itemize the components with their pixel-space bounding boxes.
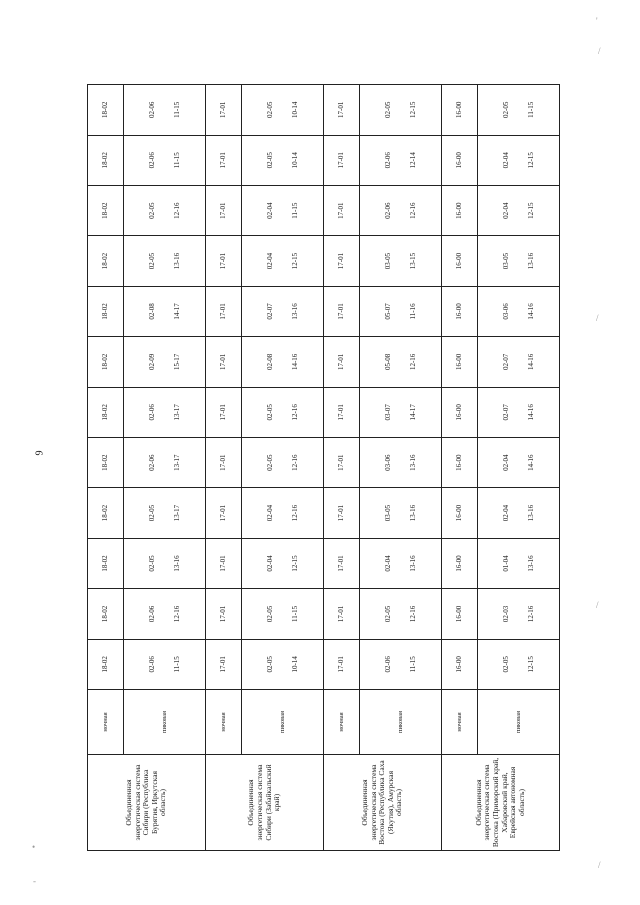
- scan-mark: ': [596, 16, 598, 26]
- peak-hours-morning: 02-06: [148, 656, 157, 673]
- night-hours-cell: 16-00: [442, 437, 478, 487]
- peak-hours-cell: [360, 286, 442, 336]
- table-row: [88, 85, 124, 851]
- peak-hours-morning: 02-05: [266, 656, 275, 673]
- peak-hours-cell: [478, 85, 560, 136]
- night-hours-cell: 17-01: [206, 286, 242, 336]
- night-hours-cell: 17-01: [206, 236, 242, 286]
- peak-hours-morning: 03-05: [502, 252, 511, 270]
- peak-hours-cell: [242, 387, 324, 437]
- peak-hours-afternoon: 12-16: [290, 454, 299, 471]
- peak-hours-morning: 03-05: [384, 504, 393, 522]
- night-hours-cell: 17-01: [324, 437, 360, 487]
- peak-hours-afternoon: 12-14: [408, 152, 417, 169]
- zone-label-peak: пиковая: [478, 690, 560, 755]
- peak-hours-cell: [478, 488, 560, 538]
- peak-hours-morning: 02-06: [148, 101, 157, 118]
- peak-hours-morning: 02-08: [266, 353, 275, 371]
- peak-hours-morning: 02-04: [502, 454, 511, 471]
- scan-mark: •: [32, 842, 36, 852]
- peak-hours-cell: [360, 387, 442, 437]
- peak-hours-morning: 02-07: [266, 303, 275, 320]
- peak-hours-morning: 02-05: [384, 605, 393, 623]
- peak-hours-cell: [360, 488, 442, 538]
- peak-hours-cell: [242, 236, 324, 286]
- peak-hours-afternoon: 12-16: [408, 605, 417, 623]
- peak-hours-afternoon: 15-17: [172, 353, 181, 371]
- peak-hours-morning: 02-05: [266, 101, 275, 118]
- peak-hours-afternoon: 14-17: [408, 404, 417, 421]
- peak-hours-morning: 02-05: [502, 656, 511, 673]
- peak-hours-afternoon: 13-17: [172, 504, 181, 522]
- peak-hours-cell: [478, 236, 560, 286]
- peak-hours-cell: [478, 639, 560, 689]
- peak-hours-afternoon: 13-16: [172, 252, 181, 270]
- night-hours-cell: 17-01: [324, 236, 360, 286]
- peak-hours-cell: [360, 337, 442, 387]
- peak-hours-afternoon: 13-17: [172, 454, 181, 471]
- scan-mark: /: [596, 600, 599, 610]
- scan-mark: -: [33, 876, 36, 886]
- peak-hours-afternoon: 11-15: [172, 656, 181, 673]
- night-hours-cell: 18-02: [88, 589, 124, 639]
- night-hours-cell: 18-02: [88, 135, 124, 185]
- night-hours-cell: 17-01: [206, 639, 242, 689]
- peak-hours-cell: [124, 538, 206, 588]
- peak-hours-cell: [242, 85, 324, 136]
- peak-hours-morning: 01-04: [502, 555, 511, 572]
- peak-hours-morning: 02-06: [148, 454, 157, 471]
- night-hours-cell: 17-01: [324, 286, 360, 336]
- zone-label-night: ночная: [442, 690, 478, 755]
- peak-hours-cell: [124, 185, 206, 235]
- peak-hours-cell: [360, 236, 442, 286]
- zone-label-peak: пиковая: [124, 690, 206, 755]
- zone-label-peak: пиковая: [242, 690, 324, 755]
- peak-hours-afternoon: 12-16: [172, 605, 181, 623]
- peak-hours-afternoon: 14-16: [526, 303, 535, 320]
- peak-hours-cell: [242, 488, 324, 538]
- peak-hours-afternoon: 13-16: [408, 555, 417, 572]
- peak-hours-morning: 02-04: [266, 202, 275, 219]
- peak-hours-morning: 02-04: [266, 555, 275, 572]
- peak-hours-cell: [124, 488, 206, 538]
- system-name-cell: Объединенная энергетическая система Востока (Республика Саха (Якутия), Амурская область): [324, 755, 442, 851]
- peak-hours-afternoon: 13-17: [172, 404, 181, 421]
- night-hours-cell: 18-02: [88, 236, 124, 286]
- peak-hours-afternoon: 11-15: [526, 101, 535, 118]
- night-hours-cell: 17-01: [324, 135, 360, 185]
- peak-hours-cell: [124, 639, 206, 689]
- peak-hours-afternoon: 12-15: [290, 555, 299, 572]
- night-hours-cell: 18-02: [88, 337, 124, 387]
- night-hours-cell: 18-02: [88, 488, 124, 538]
- peak-hours-afternoon: 13-16: [290, 303, 299, 320]
- peak-hours-morning: 02-05: [148, 555, 157, 572]
- night-hours-cell: 17-01: [324, 85, 360, 136]
- night-hours-cell: 17-01: [206, 538, 242, 588]
- peak-hours-morning: 05-07: [384, 303, 393, 320]
- peak-hours-afternoon: 11-15: [408, 656, 417, 673]
- peak-hours-morning: 02-05: [384, 101, 393, 118]
- peak-hours-cell: [242, 437, 324, 487]
- peak-hours-morning: 02-08: [148, 303, 157, 320]
- zone-label-night: ночная: [88, 690, 124, 755]
- scan-mark: /: [596, 313, 599, 323]
- peak-hours-cell: [360, 437, 442, 487]
- peak-hours-cell: [124, 337, 206, 387]
- peak-hours-cell: [242, 639, 324, 689]
- peak-hours-cell: [360, 85, 442, 136]
- peak-hours-afternoon: 11-15: [290, 202, 299, 219]
- peak-hours-morning: 02-04: [502, 202, 511, 219]
- peak-hours-afternoon: 11-15: [172, 101, 181, 118]
- night-hours-cell: 17-01: [324, 589, 360, 639]
- peak-hours-morning: 02-06: [384, 152, 393, 169]
- night-hours-cell: 16-00: [442, 135, 478, 185]
- peak-hours-afternoon: 13-16: [526, 555, 535, 572]
- peak-hours-afternoon: 12-15: [526, 152, 535, 169]
- peak-hours-afternoon: 10-14: [290, 101, 299, 118]
- peak-hours-afternoon: 11-16: [408, 303, 417, 320]
- night-hours-cell: 17-01: [324, 639, 360, 689]
- peak-hours-cell: [478, 286, 560, 336]
- peak-hours-cell: [124, 286, 206, 336]
- scan-mark: /: [598, 860, 601, 870]
- night-hours-cell: 16-00: [442, 589, 478, 639]
- peak-hours-morning: 02-05: [148, 252, 157, 270]
- system-name-cell: Объединенная энергетическая система Сибири (Республика Бурятия, Иркутская область): [88, 755, 206, 851]
- night-hours-cell: 16-00: [442, 387, 478, 437]
- peak-hours-morning: 05-08: [384, 353, 393, 371]
- peak-hours-cell: [124, 135, 206, 185]
- peak-hours-afternoon: 13-16: [526, 252, 535, 270]
- peak-hours-cell: [242, 286, 324, 336]
- zone-label-night: ночная: [324, 690, 360, 755]
- peak-hours-morning: 02-06: [148, 152, 157, 169]
- night-hours-cell: 17-01: [206, 589, 242, 639]
- system-name-cell: Объединенная энергетическая система Востока (Приморский край, Хабаровский край, Еврейская автономная область): [442, 755, 560, 851]
- peak-hours-afternoon: 10-14: [290, 656, 299, 673]
- peak-hours-afternoon: 12-15: [408, 101, 417, 118]
- peak-hours-cell: [478, 337, 560, 387]
- night-hours-cell: 18-02: [88, 286, 124, 336]
- peak-hours-morning: 02-05: [502, 101, 511, 118]
- peak-hours-cell: [360, 538, 442, 588]
- peak-hours-morning: 02-07: [502, 353, 511, 371]
- table-row: [360, 85, 442, 851]
- peak-hours-morning: 02-05: [148, 504, 157, 522]
- night-hours-cell: 17-01: [206, 337, 242, 387]
- night-hours-cell: 17-01: [324, 538, 360, 588]
- night-hours-cell: 18-02: [88, 538, 124, 588]
- peak-hours-morning: 03-05: [384, 252, 393, 270]
- scan-mark: /: [598, 46, 601, 56]
- peak-hours-morning: 02-09: [148, 353, 157, 371]
- peak-hours-cell: [242, 337, 324, 387]
- peak-hours-cell: [478, 135, 560, 185]
- peak-hours-afternoon: 14-16: [526, 454, 535, 471]
- peak-hours-cell: [124, 437, 206, 487]
- peak-hours-cell: [478, 538, 560, 588]
- peak-hours-afternoon: 12-16: [408, 202, 417, 219]
- night-hours-cell: 16-00: [442, 337, 478, 387]
- peak-hours-morning: 02-04: [384, 555, 393, 572]
- peak-hours-cell: [242, 135, 324, 185]
- peak-hours-afternoon: 11-15: [290, 605, 299, 622]
- peak-hours-cell: [124, 589, 206, 639]
- system-name-cell: Объединенная энергетическая система Сибири (Забайкальский край): [206, 755, 324, 851]
- peak-hours-morning: 02-06: [148, 605, 157, 623]
- table-row: [442, 85, 478, 851]
- peak-hours-cell: [360, 639, 442, 689]
- peak-hours-afternoon: 13-16: [408, 504, 417, 522]
- night-hours-cell: 17-01: [206, 387, 242, 437]
- peak-hours-cell: [124, 387, 206, 437]
- night-hours-cell: 17-01: [324, 185, 360, 235]
- zone-label-peak: пиковая: [360, 690, 442, 755]
- peak-hours-afternoon: 13-16: [172, 555, 181, 572]
- peak-hours-afternoon: 12-16: [408, 353, 417, 371]
- night-hours-cell: 18-02: [88, 437, 124, 487]
- night-hours-cell: 16-00: [442, 185, 478, 235]
- peak-hours-morning: 02-05: [148, 202, 157, 219]
- night-hours-cell: 16-00: [442, 236, 478, 286]
- table-row: [324, 85, 360, 851]
- night-hours-cell: 16-00: [442, 85, 478, 136]
- peak-hours-morning: 02-03: [502, 605, 511, 623]
- peak-hours-cell: [242, 185, 324, 235]
- peak-hours-afternoon: 12-15: [526, 656, 535, 673]
- peak-hours-afternoon: 14-16: [526, 404, 535, 421]
- schedule-table: [87, 84, 560, 851]
- peak-hours-morning: 02-06: [384, 656, 393, 673]
- night-hours-cell: 18-02: [88, 639, 124, 689]
- peak-hours-morning: 02-04: [266, 252, 275, 270]
- peak-hours-morning: 03-07: [384, 404, 393, 421]
- peak-hours-afternoon: 14-16: [290, 353, 299, 371]
- night-hours-cell: 16-00: [442, 538, 478, 588]
- table-row: [206, 85, 242, 851]
- peak-hours-morning: 02-05: [266, 605, 275, 623]
- night-hours-cell: 17-01: [324, 387, 360, 437]
- page-number: 9: [34, 450, 46, 456]
- peak-hours-cell: [124, 236, 206, 286]
- night-hours-cell: 17-01: [206, 488, 242, 538]
- peak-hours-afternoon: 12-16: [526, 605, 535, 623]
- peak-hours-afternoon: 12-15: [526, 202, 535, 219]
- peak-hours-morning: 02-05: [266, 454, 275, 471]
- peak-hours-afternoon: 12-16: [290, 504, 299, 522]
- peak-hours-cell: [478, 437, 560, 487]
- peak-hours-cell: [360, 135, 442, 185]
- peak-hours-morning: 03-06: [384, 454, 393, 471]
- night-hours-cell: 16-00: [442, 286, 478, 336]
- night-hours-cell: 17-01: [206, 85, 242, 136]
- peak-hours-cell: [124, 85, 206, 136]
- peak-hours-afternoon: 12-16: [290, 404, 299, 421]
- peak-hours-morning: 02-05: [266, 152, 275, 169]
- peak-hours-cell: [478, 589, 560, 639]
- schedule-table-body: [88, 85, 560, 851]
- schedule-table-wrapper: [87, 84, 559, 851]
- peak-hours-afternoon: 11-15: [172, 152, 181, 169]
- night-hours-cell: 18-02: [88, 85, 124, 136]
- night-hours-cell: 18-02: [88, 387, 124, 437]
- peak-hours-afternoon: 13-16: [526, 504, 535, 522]
- night-hours-cell: 18-02: [88, 185, 124, 235]
- night-hours-cell: 17-01: [324, 337, 360, 387]
- peak-hours-afternoon: 10-14: [290, 152, 299, 169]
- peak-hours-afternoon: 13-15: [408, 252, 417, 270]
- peak-hours-morning: 03-06: [502, 303, 511, 320]
- peak-hours-afternoon: 12-15: [290, 252, 299, 270]
- peak-hours-cell: [478, 185, 560, 235]
- zone-label-night: ночная: [206, 690, 242, 755]
- peak-hours-cell: [360, 589, 442, 639]
- peak-hours-afternoon: 14-17: [172, 303, 181, 320]
- peak-hours-morning: 02-07: [502, 404, 511, 421]
- peak-hours-afternoon: 14-16: [526, 353, 535, 371]
- peak-hours-morning: 02-06: [384, 202, 393, 219]
- peak-hours-morning: 02-04: [502, 152, 511, 169]
- night-hours-cell: 17-01: [206, 185, 242, 235]
- night-hours-cell: 17-01: [206, 135, 242, 185]
- peak-hours-morning: 02-04: [266, 504, 275, 522]
- peak-hours-morning: 02-06: [148, 404, 157, 421]
- peak-hours-cell: [360, 185, 442, 235]
- peak-hours-morning: 02-04: [502, 504, 511, 522]
- peak-hours-afternoon: 12-16: [172, 202, 181, 219]
- peak-hours-afternoon: 13-16: [408, 454, 417, 471]
- night-hours-cell: 17-01: [206, 437, 242, 487]
- peak-hours-cell: [242, 589, 324, 639]
- table-row: [478, 85, 560, 851]
- night-hours-cell: 16-00: [442, 639, 478, 689]
- peak-hours-cell: [478, 387, 560, 437]
- peak-hours-cell: [242, 538, 324, 588]
- table-row: [242, 85, 324, 851]
- table-row: [124, 85, 206, 851]
- night-hours-cell: 16-00: [442, 488, 478, 538]
- night-hours-cell: 17-01: [324, 488, 360, 538]
- peak-hours-morning: 02-05: [266, 404, 275, 421]
